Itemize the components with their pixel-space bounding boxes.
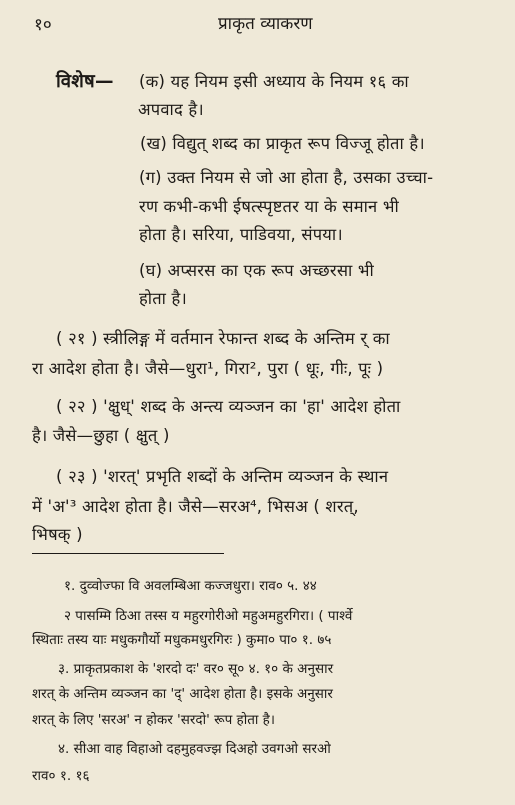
vishesh-gha-line-1: (घ) अप्सरस का एक रूप अच्छरसा भी bbox=[139, 261, 374, 280]
footnote-2-line-1: २ पासम्मि ठिआ तस्स य महुरगोरीओ महुअमहुरगिरा। ( पार्श्वे bbox=[64, 608, 353, 624]
footnote-3-line-2: शरत् के अन्तिम व्यञ्जन का 'द्' आदेश होता है। इसके अनुसार bbox=[32, 686, 333, 702]
footnote-4-line-2: राव० १. १६ bbox=[32, 768, 90, 784]
footnote-1-line-1: १. दुव्वोज्फा वि अवलम्बिआ कज्जधुरा। राव० ५. ४४ bbox=[64, 578, 317, 594]
footnote-2-line-2: स्थिताः तस्य याः मधुकगौर्यो मधुकमधुरगिरः ) कुमा० पा० १. ७५ bbox=[32, 632, 332, 648]
vishesh-ga-line-1: (ग) उक्त नियम से जो आ होता है, उसका उच्चा- bbox=[139, 168, 434, 187]
rule-23-line-3: भिषक् ) bbox=[32, 525, 83, 544]
footnote-3-line-1: ३. प्राकृतप्रकाश के 'शरदो दः' वर० सू० ४. १० के अनुसार bbox=[58, 661, 334, 677]
rule-23-line-2: में 'अ'³ आदेश होता है। जैसे—सरअ⁴, भिसअ ( शरत्, bbox=[32, 497, 359, 516]
vishesh-ga-line-3: होता है। सरिया, पाडिवया, संपया। bbox=[139, 225, 343, 244]
footnote-3-line-3: शरत् के लिए 'सरअ' न होकर 'सरदो' रूप होता है। bbox=[32, 712, 275, 728]
vishesh-kha-line-1: (ख) विद्युत् शब्द का प्राकृत रूप विज्जू होता है। bbox=[140, 134, 425, 153]
rule-21-line-1: ( २१ ) स्त्रीलिङ्ग में वर्तमान रेफान्त शब्द के अन्तिम र् का bbox=[56, 329, 390, 348]
rule-21-line-2: रा आदेश होता है। जैसे—धुरा¹, गिरा², पुरा ( धूः, गीः, पूः ) bbox=[32, 359, 384, 378]
rule-22-line-2: है। जैसे—छुहा ( क्षुत् ) bbox=[32, 426, 170, 445]
rule-22-line-1: ( २२ ) 'क्षुध्' शब्द के अन्त्य व्यञ्जन का 'हा' आदेश होता bbox=[56, 397, 401, 416]
vishesh-ka-line-1: (क) यह नियम इसी अध्याय के नियम १६ का bbox=[139, 72, 409, 91]
vishesh-ka-line-2: अपवाद है। bbox=[138, 100, 204, 119]
footnote-divider bbox=[32, 553, 224, 554]
vishesh-ga-line-2: रण कभी-कभी ईषत्स्पृष्टतर या के समान भी bbox=[139, 197, 399, 216]
rule-23-line-1: ( २३ ) 'शरत्' प्रभृति शब्दों के अन्तिम व्यञ्जन के स्थान bbox=[56, 467, 389, 486]
vishesh-label: विशेष— bbox=[56, 71, 114, 92]
footnote-4-line-1: ४. सीआ वाह विहाओ दहमुहवज्झ दिअहो उवगओ सरओ bbox=[58, 741, 331, 757]
page-number: १० bbox=[34, 15, 52, 35]
running-title: प्राकृत व्याकरण bbox=[218, 14, 313, 34]
vishesh-gha-line-2: होता है। bbox=[139, 289, 187, 308]
